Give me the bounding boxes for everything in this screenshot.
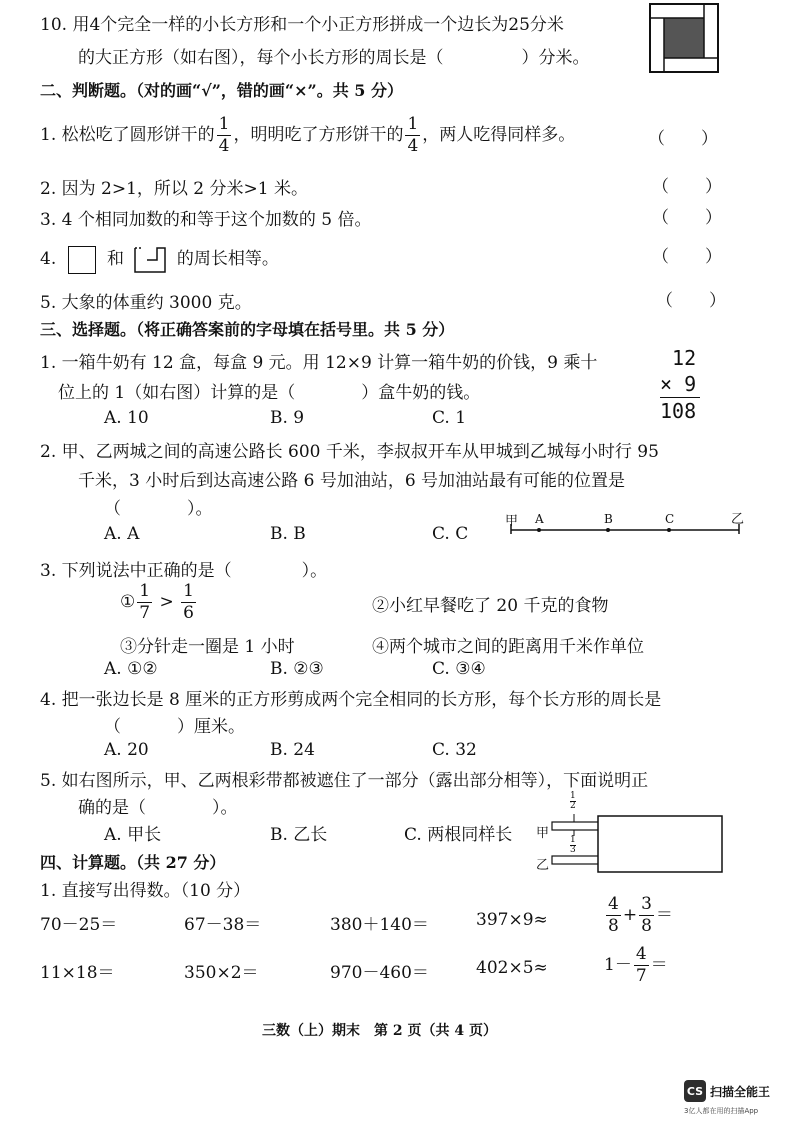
- square-puzzle-figure: [648, 2, 720, 74]
- option-c[interactable]: C. 1: [432, 408, 467, 428]
- fraction: $\frac{1}{4}$: [218, 114, 230, 156]
- option-b[interactable]: B. 24: [270, 740, 315, 760]
- road-diagram: 甲 乙 A B C: [505, 510, 745, 540]
- square-shape: [68, 246, 96, 274]
- calc-item: 397×9≈: [476, 910, 548, 930]
- fraction: $\frac{1}{4}$: [407, 114, 419, 156]
- notched-shape: [133, 246, 167, 274]
- option-c[interactable]: C. 32: [432, 740, 477, 760]
- option-c[interactable]: C. C: [432, 524, 469, 544]
- answer-bracket[interactable]: （ ）: [652, 247, 722, 267]
- multiplication-figure: 12 × 9 108: [660, 345, 700, 424]
- statement-3: ③分针走一圈是 1 小时: [120, 637, 295, 657]
- calc-item: 380＋140＝: [330, 915, 429, 935]
- calc-item: 11×18＝: [40, 963, 115, 983]
- s3-q2-line1: 2. 甲、乙两城之间的高速公路长 600 千米，李叔叔开车从甲城到乙城每小时行 95: [40, 442, 659, 462]
- option-c[interactable]: C. ③④: [432, 659, 486, 679]
- page-footer: 三数（上）期末 第 2 页（共 4 页）: [262, 1023, 497, 1039]
- option-b[interactable]: B. 9: [270, 408, 305, 428]
- answer-bracket[interactable]: （ ）: [656, 291, 726, 311]
- statement-1: ① $\frac{1}{7}$ > $\frac{1}{6}$: [120, 581, 194, 623]
- calc-item: 67－38＝: [184, 915, 262, 935]
- answer-bracket[interactable]: （ ）: [652, 208, 722, 228]
- option-a[interactable]: A. ①②: [104, 659, 158, 679]
- calc-item: 970－460＝: [330, 963, 429, 983]
- s3-q2-line2: 千米，3 小时后到达高速公路 6 号加油站，6 号加油站最有可能的位置是: [78, 471, 626, 491]
- camscanner-logo-icon: CS: [684, 1080, 706, 1102]
- s2-q5: 5. 大象的体重约 3000 克。: [40, 293, 252, 313]
- s3-q2-line3: （ ）。: [104, 499, 213, 519]
- option-b[interactable]: B. B: [270, 524, 306, 544]
- s3-q5-line1: 5. 如右图所示，甲、乙两根彩带都被遮住了一部分（露出部分相等），下面说明正: [40, 771, 649, 791]
- option-a[interactable]: A. A: [104, 524, 140, 544]
- calc-item-fraction: 1－ $\frac{4}{7}$ ＝: [604, 944, 668, 986]
- q10-line2: 的大正方形（如右图），每个小长方形的周长是（ ）分米。: [78, 48, 590, 68]
- s2-q1: 1. 松松吃了圆形饼干的 $\frac{1}{4}$ ，明明吃了方形饼干的 $\frac{1}{4}$ ，两人吃得同样多。: [40, 114, 576, 156]
- s2-q4: 4. 和 的周长相等。: [40, 244, 279, 274]
- scanner-watermark: CS 扫描全能王: [684, 1080, 770, 1102]
- option-b[interactable]: B. ②③: [270, 659, 324, 679]
- s4-sub1: 1. 直接写出得数。（10 分）: [40, 881, 251, 901]
- ribbon-diagram: 1 2 1 3 甲 乙: [532, 792, 732, 882]
- s3-q3: 3. 下列说法中正确的是（ ）。: [40, 561, 328, 581]
- s3-q1-line1: 1. 一箱牛奶有 12 盒，每盒 9 元。用 12×9 计算一箱牛奶的价钱，9 乘十: [40, 353, 598, 373]
- s2-q2: 2. 因为 2>1，所以 2 分米>1 米。: [40, 179, 308, 199]
- section4-title: 四、计算题。（共 27 分）: [40, 853, 226, 872]
- section3-title: 三、选择题。（将正确答案前的字母填在括号里。共 5 分）: [40, 320, 455, 339]
- calc-item: 70－25＝: [40, 915, 118, 935]
- option-c[interactable]: C. 两根同样长: [404, 825, 513, 845]
- statement-2: ②小红早餐吃了 20 千克的食物: [372, 596, 609, 616]
- statement-4: ④两个城市之间的距离用千米作单位: [372, 637, 644, 657]
- option-a[interactable]: A. 20: [104, 740, 149, 760]
- option-a[interactable]: A. 甲长: [104, 825, 162, 845]
- q10-line1: 10. 用4个完全一样的小长方形和一个小正方形拼成一个边长为25分米: [40, 15, 564, 35]
- watermark-subtitle: 3亿人都在用的扫描App: [684, 1107, 759, 1115]
- option-b[interactable]: B. 乙长: [270, 825, 328, 845]
- calc-item: 350×2＝: [184, 963, 259, 983]
- s2-q3: 3. 4 个相同加数的和等于这个加数的 5 倍。: [40, 210, 372, 230]
- answer-bracket[interactable]: （ ）: [652, 177, 722, 197]
- calc-item-fraction: $\frac{4}{8}$ + $\frac{3}{8}$ ＝: [608, 894, 673, 936]
- s3-q4-line2: （ ）厘米。: [104, 717, 245, 737]
- s3-q1-line2: 位上的 1（如右图）计算的是（ ）盒牛奶的钱。: [58, 383, 481, 403]
- option-a[interactable]: A. 10: [104, 408, 149, 428]
- s3-q5-line2: 确的是（ ）。: [78, 798, 238, 818]
- s3-q4-line1: 4. 把一张边长是 8 厘米的正方形剪成两个完全相同的长方形，每个长方形的周长是: [40, 690, 662, 710]
- calc-item: 402×5≈: [476, 958, 548, 978]
- answer-bracket[interactable]: （ ）: [648, 129, 718, 149]
- section2-title: 二、判断题。（对的画“√”，错的画“×”。共 5 分）: [40, 81, 404, 100]
